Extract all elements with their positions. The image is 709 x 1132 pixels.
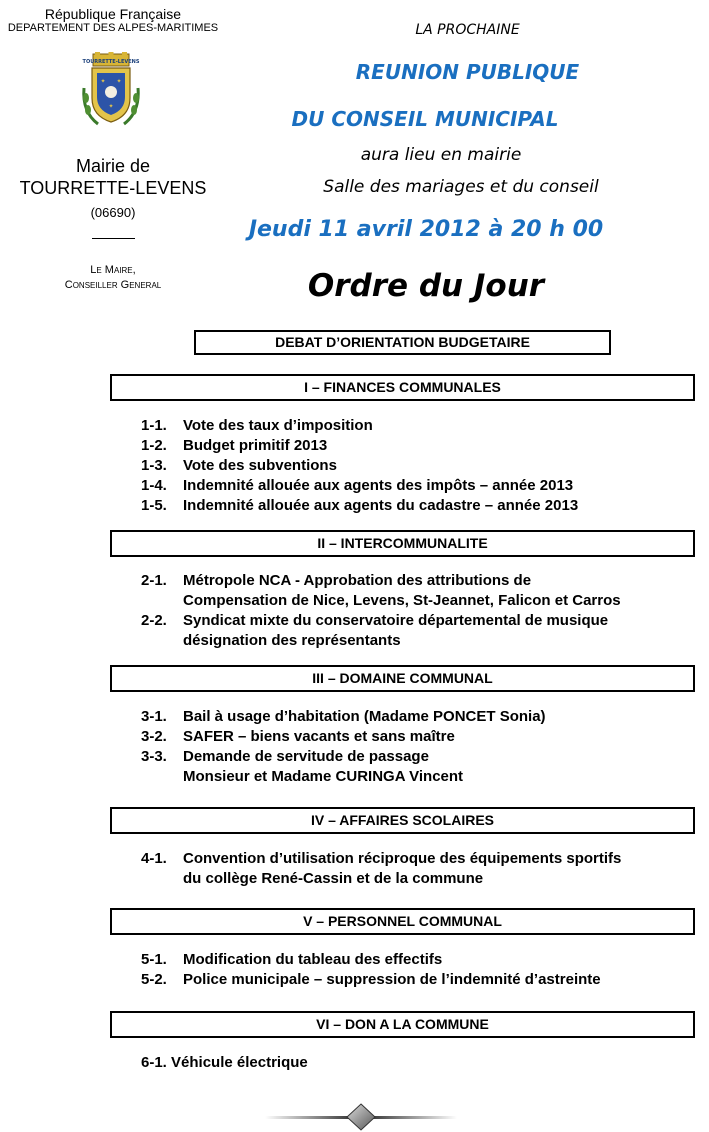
list-item xyxy=(141,496,699,516)
intro-text: LA PROCHAINE xyxy=(415,22,520,38)
list-item xyxy=(141,456,699,476)
postcode: (06690) xyxy=(90,205,136,220)
list-item xyxy=(141,747,699,787)
item-line: Convention d’utilisation réciproque des équipements sportifs xyxy=(183,850,622,867)
item-number: 5-2. xyxy=(141,971,167,988)
maire-signature-block xyxy=(0,263,226,293)
item-text: Police municipale – suppression de l’indemnité d’astreinte xyxy=(183,971,601,988)
section-items-3 xyxy=(141,707,699,787)
item-text: Indemnité allouée aux agents des impôts – année 2013 xyxy=(183,477,574,494)
section-items-2 xyxy=(141,571,699,651)
item-number: 1-1. xyxy=(141,417,167,434)
item-number: 1-2. xyxy=(141,437,167,454)
section-items-4 xyxy=(141,849,699,889)
svg-text:✦: ✦ xyxy=(116,79,122,85)
list-item xyxy=(141,849,699,889)
list-item xyxy=(141,950,699,970)
mairie-line1: Mairie de xyxy=(75,156,151,176)
section-items-6 xyxy=(141,1053,308,1073)
item-number: 6-1. xyxy=(141,1054,167,1071)
item-text: Bail à usage d’habitation (Madame PONCET Sonia) xyxy=(183,708,546,725)
mairie-title xyxy=(0,155,226,199)
item-line: désignation des représentants xyxy=(183,632,401,649)
item-text xyxy=(183,747,699,787)
section-heading-2: II – INTERCOMMUNALITE xyxy=(110,530,695,557)
list-item xyxy=(141,611,699,651)
item-number: 4-1. xyxy=(141,850,167,867)
department-label: DEPARTEMENT DES ALPES-MARITIMES xyxy=(7,22,219,34)
list-item xyxy=(141,476,699,496)
item-line: Syndicat mixte du conservatoire départemental de musique xyxy=(183,612,609,629)
ornament-divider-icon xyxy=(265,1102,457,1132)
mairie-line2: TOURRETTE-LEVENS xyxy=(19,178,207,198)
maire-line1: Le Maire, xyxy=(90,264,136,276)
maire-line2: Conseiller General xyxy=(64,279,162,291)
item-number: 1-3. xyxy=(141,457,167,474)
coat-of-arms-icon xyxy=(80,52,142,128)
item-line: Monsieur et Madame CURINGA Vincent xyxy=(183,768,464,785)
item-text: Indemnité allouée aux agents du cadastre – année 2013 xyxy=(183,497,579,514)
item-text: Véhicule électrique xyxy=(171,1054,308,1071)
location-line1: aura lieu en mairie xyxy=(360,145,522,165)
item-number: 5-1. xyxy=(141,951,167,968)
agenda-title: Ordre du Jour xyxy=(307,268,545,304)
section-heading-3: III – DOMAINE COMMUNAL xyxy=(110,665,695,692)
title-line1: REUNION PUBLIQUE xyxy=(355,60,580,84)
republic-label: République Française xyxy=(44,6,182,22)
section-items-5 xyxy=(141,950,699,990)
item-number: 2-1. xyxy=(141,572,167,589)
svg-text:✦: ✦ xyxy=(108,104,114,110)
section-heading-5: V – PERSONNEL COMMUNAL xyxy=(110,908,695,935)
item-text xyxy=(183,611,699,651)
item-text xyxy=(183,571,699,611)
item-text: SAFER – biens vacants et sans maître xyxy=(183,728,455,745)
section-heading-4: IV – AFFAIRES SCOLAIRES xyxy=(110,807,695,834)
section-items-1 xyxy=(141,416,699,516)
item-number: 3-3. xyxy=(141,748,167,765)
list-item xyxy=(141,707,699,727)
meeting-date: Jeudi 11 avril 2012 à 20 h 00 xyxy=(248,217,604,242)
item-number: 1-5. xyxy=(141,497,167,514)
item-line: Demande de servitude de passage xyxy=(183,748,429,765)
item-number: 2-2. xyxy=(141,612,167,629)
item-text: Vote des subventions xyxy=(183,457,337,474)
item-text: Modification du tableau des effectifs xyxy=(183,951,443,968)
item-text xyxy=(183,849,699,889)
section-heading-1: I – FINANCES COMMUNALES xyxy=(110,374,695,401)
item-line: Métropole NCA - Approbation des attributions de xyxy=(183,572,532,589)
list-item xyxy=(141,1053,308,1073)
item-number: 1-4. xyxy=(141,477,167,494)
item-number: 3-1. xyxy=(141,708,167,725)
list-item xyxy=(141,416,699,436)
item-line: du collège René-Cassin et de la commune xyxy=(183,870,484,887)
section-heading-6: VI – DON A LA COMMUNE xyxy=(110,1011,695,1038)
title-line2: DU CONSEIL MUNICIPAL xyxy=(291,107,559,131)
location-line2: Salle des mariages et du conseil xyxy=(323,177,599,197)
list-item xyxy=(141,970,699,990)
item-number: 3-2. xyxy=(141,728,167,745)
svg-text:✦: ✦ xyxy=(100,79,106,85)
item-text: Budget primitif 2013 xyxy=(183,437,328,454)
debat-heading: DEBAT D’ORIENTATION BUDGETAIRE xyxy=(194,330,611,355)
item-line: Compensation de Nice, Levens, St-Jeannet, Falicon et Carros xyxy=(183,592,621,609)
list-item xyxy=(141,436,699,456)
list-item xyxy=(141,727,699,747)
item-text: Vote des taux d’imposition xyxy=(183,417,373,434)
separator-line xyxy=(92,238,135,239)
list-item xyxy=(141,571,699,611)
svg-text:TOURRETTE-LEVENS: TOURRETTE-LEVENS xyxy=(82,59,140,65)
